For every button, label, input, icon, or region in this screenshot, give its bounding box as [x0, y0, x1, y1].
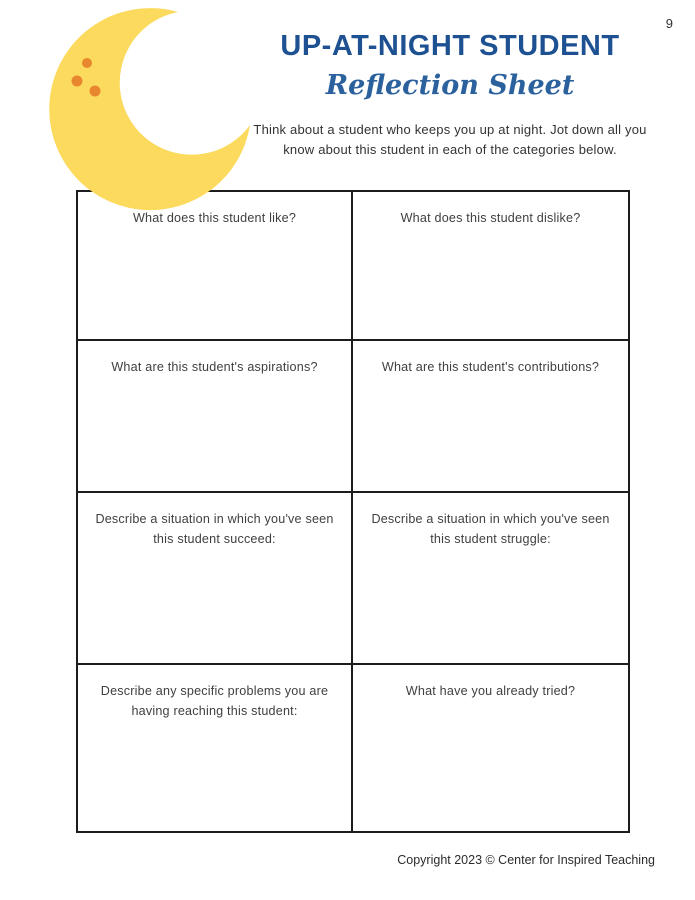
cell-prompt: What does this student dislike? — [400, 211, 581, 225]
header — [210, 30, 690, 101]
cell-student-dislikes — [353, 192, 628, 341]
moon-crescent — [49, 8, 250, 210]
cell-prompt: What are this student's aspirations? — [111, 360, 318, 374]
page-subtitle: Reflection Sheet — [325, 70, 575, 101]
cell-student-aspirations — [78, 341, 353, 493]
moon-crater — [82, 58, 92, 68]
page-title: UP-AT-NIGHT STUDENT — [280, 30, 620, 62]
cell-already-tried — [353, 665, 628, 831]
reflection-grid — [76, 190, 630, 833]
cell-prompt: What does this student like? — [132, 211, 297, 225]
page-number: 9 — [665, 16, 673, 31]
instructions-text: Think about a student who keeps you up at night. Jot down all you know about this student in each of the categories below. — [253, 122, 647, 158]
cell-student-struggle — [353, 493, 628, 665]
moon-illustration — [0, 0, 260, 215]
cell-problems-reaching — [78, 665, 353, 831]
moon-crater — [72, 76, 83, 87]
cell-prompt: What have you already tried? — [405, 684, 576, 698]
cell-prompt: What are this student's contributions? — [381, 360, 600, 374]
cell-student-contributions — [353, 341, 628, 493]
moon-crater — [90, 86, 101, 97]
cell-student-succeed — [78, 493, 353, 665]
cell-prompt: Describe a situation in which you've seen this student succeed: — [95, 512, 334, 546]
cell-prompt: Describe any specific problems you are having reaching this student: — [100, 684, 329, 718]
copyright-text: Copyright 2023 © Center for Inspired Teaching — [397, 853, 655, 867]
cell-prompt: Describe a situation in which you've seen this student struggle: — [371, 512, 610, 546]
